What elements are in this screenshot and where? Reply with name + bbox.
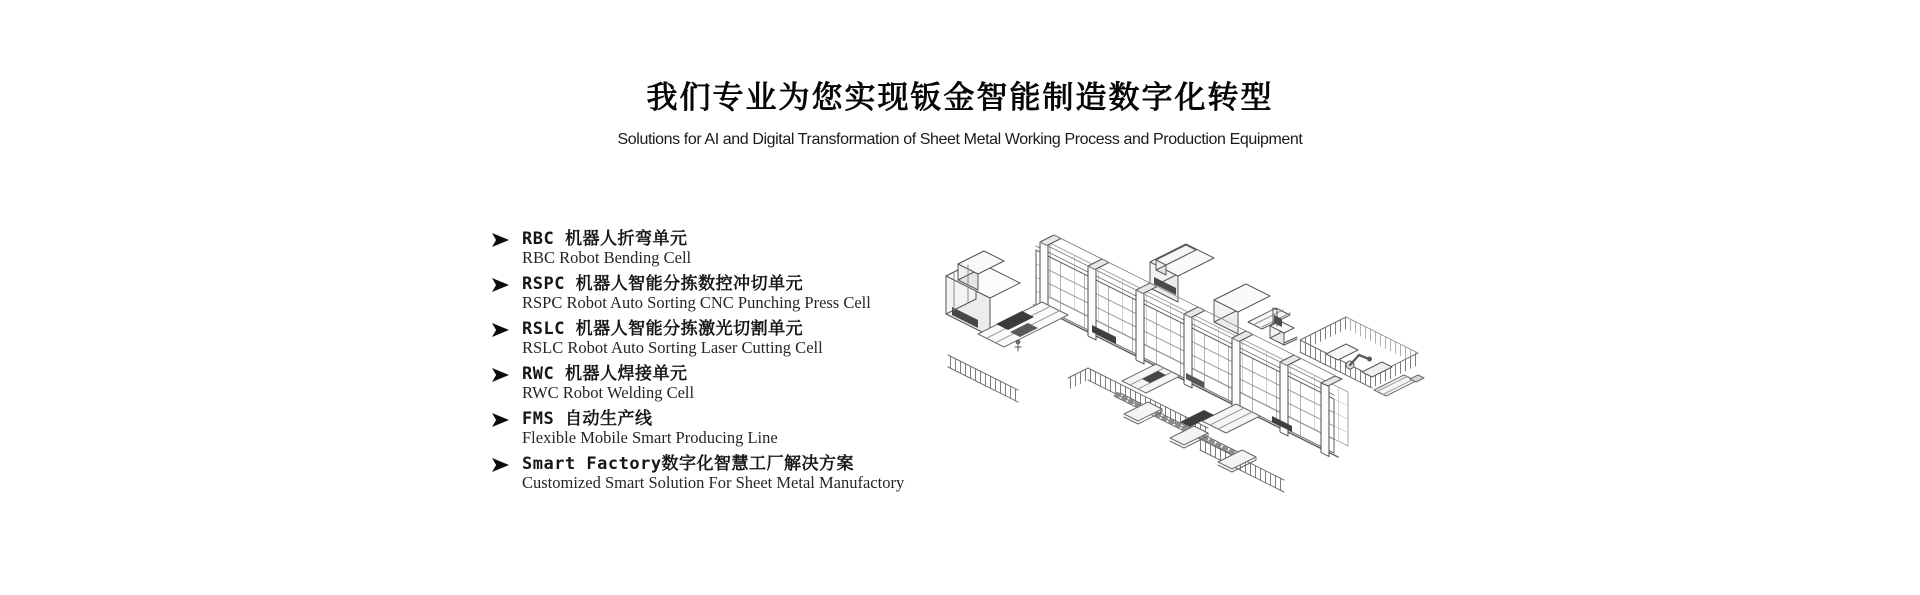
product-name-zh: RBC 机器人折弯单元 <box>522 229 688 249</box>
product-name-en: RSLC Robot Auto Sorting Laser Cutting Cell <box>522 338 823 357</box>
arrow-bullet-icon <box>492 323 509 337</box>
page-title: 我们专业为您实现钣金智能制造数字化转型 <box>646 80 1274 116</box>
bending-machine <box>1150 244 1214 302</box>
product-name-zh: Smart Factory数字化智慧工厂解决方案 <box>522 454 855 474</box>
product-item-rwc <box>492 365 904 402</box>
arrow-bullet-icon <box>492 278 509 292</box>
product-list <box>492 230 904 492</box>
product-name-en: Flexible Mobile Smart Producing Line <box>522 428 778 447</box>
arrow-bullet-icon <box>492 413 509 427</box>
infeed-table <box>978 302 1068 347</box>
page-subtitle: Solutions for AI and Digital Transformation of Sheet Metal Working Process and Production Equipment <box>617 131 1303 148</box>
product-item-rbc <box>492 230 904 267</box>
product-name-zh: RSPC 机器人智能分拣数控冲切单元 <box>522 274 804 294</box>
arrow-bullet-icon <box>492 233 509 247</box>
product-name-en: Customized Smart Solution For Sheet Metal Manufactory <box>522 473 905 492</box>
production-line-illustration <box>918 226 1443 528</box>
product-name-en: RBC Robot Bending Cell <box>522 248 692 267</box>
product-name-zh: RWC 机器人焊接单元 <box>522 364 688 384</box>
product-item-fms <box>492 410 904 447</box>
product-name-zh: FMS 自动生产线 <box>522 409 653 429</box>
product-item-rslc <box>492 320 904 357</box>
product-name-en: RWC Robot Welding Cell <box>522 383 695 402</box>
product-name-zh: RSLC 机器人智能分拣激光切割单元 <box>522 319 804 339</box>
arrow-bullet-icon <box>492 368 509 382</box>
product-item-rspc <box>492 275 904 312</box>
safety-fence <box>948 355 1018 402</box>
operator-figure <box>1015 340 1021 351</box>
arrow-bullet-icon <box>492 458 509 472</box>
product-item-smart-factory <box>492 455 904 492</box>
product-name-en: RSPC Robot Auto Sorting CNC Punching Press Cell <box>522 293 871 312</box>
